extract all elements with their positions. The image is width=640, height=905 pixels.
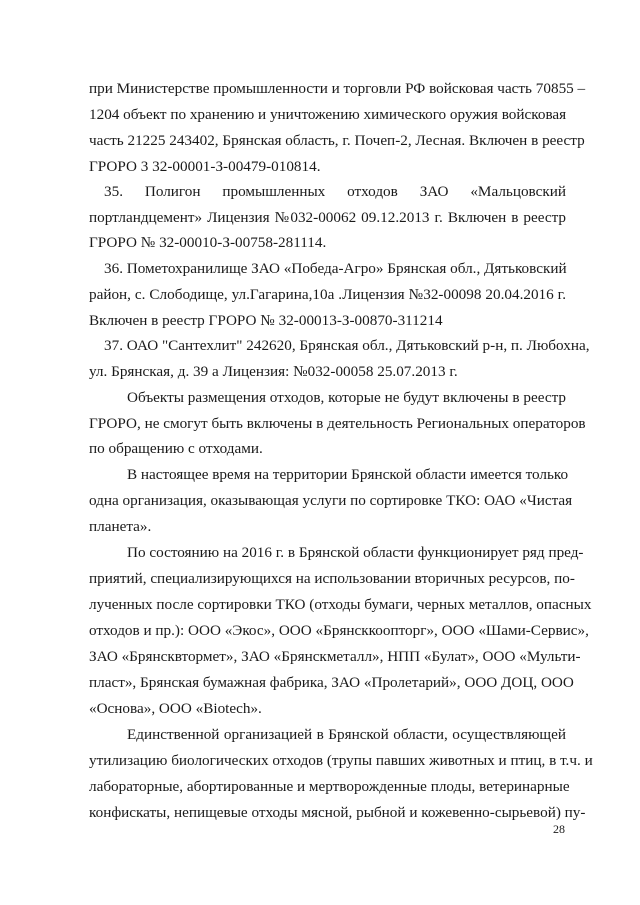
text-line: 37. ОАО "Сантехлит" 242620, Брянская обл., Дятьковский р-н, п. Любохна, (104, 337, 590, 354)
text-line: Включен в реестр ГРОРО № 32-00013-З-00870-311214 (89, 312, 443, 329)
text-line: приятий, специализирующихся на использовании вторичных ресурсов, по- (89, 570, 575, 587)
text-line: часть 21225 243402, Брянская область, г. Почеп-2, Лесная. Включен в реестр (89, 132, 585, 149)
text-line: 36. Пометохранилище ЗАО «Победа-Агро» Брянская обл., Дятьковский (104, 260, 567, 277)
text-line: ЗАО «Брянсквтормет», ЗАО «Брянскметалл», НПП «Булат», ООО «Мульти- (89, 648, 581, 665)
text-line: В настоящее время на территории Брянской области имеется только (127, 466, 569, 483)
text-line: планета». (89, 518, 152, 535)
text-line: одна организация, оказывающая услуги по сортировке ТКО: ОАО «Чистая (89, 492, 573, 509)
text-line: 1204 объект по хранению и уничтожению химического оружия войсковая (89, 106, 567, 123)
text-line: при Министерстве промышленности и торговли РФ войсковая часть 70855 – (89, 80, 586, 97)
text-line: ГРОРО, не смогут быть включены в деятельность Региональных операторов (89, 415, 586, 432)
text-line: ул. Брянская, д. 39 а Лицензия: №032-00058 25.07.2013 г. (89, 363, 458, 380)
text-line: «Основа», ООО «Biotech». (89, 700, 262, 717)
text-line: 35. Полигон промышленных отходов ЗАО «Мальцовский (104, 183, 566, 200)
page-number: 28 (553, 822, 565, 836)
text-line: портландцемент» Лицензия №032-00062 09.12.2013 г. Включен в реестр (89, 209, 566, 226)
text-line: ГРОРО № 32-00010-З-00758-281114. (89, 234, 327, 251)
text-line: район, с. Слободище, ул.Гагарина,10а .Лицензия №32-00098 20.04.2016 г. (89, 286, 566, 303)
text-line: По состоянию на 2016 г. в Брянской области функционирует ряд пред- (127, 544, 584, 561)
text-line: утилизацию биологических отходов (трупы павших животных и птиц, в т.ч. и (89, 752, 593, 769)
text-line: лабораторные, абортированные и мертворожденные плоды, ветеринарные (89, 778, 570, 795)
text-line: ГРОРО 3 32-00001-З-00479-010814. (89, 158, 321, 175)
text-line: Единственной организацией в Брянской области, осуществляющей (127, 726, 566, 743)
text-line: Объекты размещения отходов, которые не будут включены в реестр (127, 389, 566, 406)
text-line: отходов и пр.): ООО «Экос», ООО «Брянсккоопторг», ООО «Шами-Сервис», (89, 622, 589, 639)
text-line: пласт», Брянская бумажная фабрика, ЗАО «Пролетарий», ООО ДОЦ, ООО (89, 674, 574, 691)
text-line: лученных после сортировки ТКО (отходы бумаги, черных металлов, опасных (89, 596, 592, 613)
text-line: конфискаты, непищевые отходы мясной, рыбной и кожевенно-сырьевой) пу- (89, 804, 586, 821)
text-line: по обращению с отходами. (89, 440, 263, 457)
